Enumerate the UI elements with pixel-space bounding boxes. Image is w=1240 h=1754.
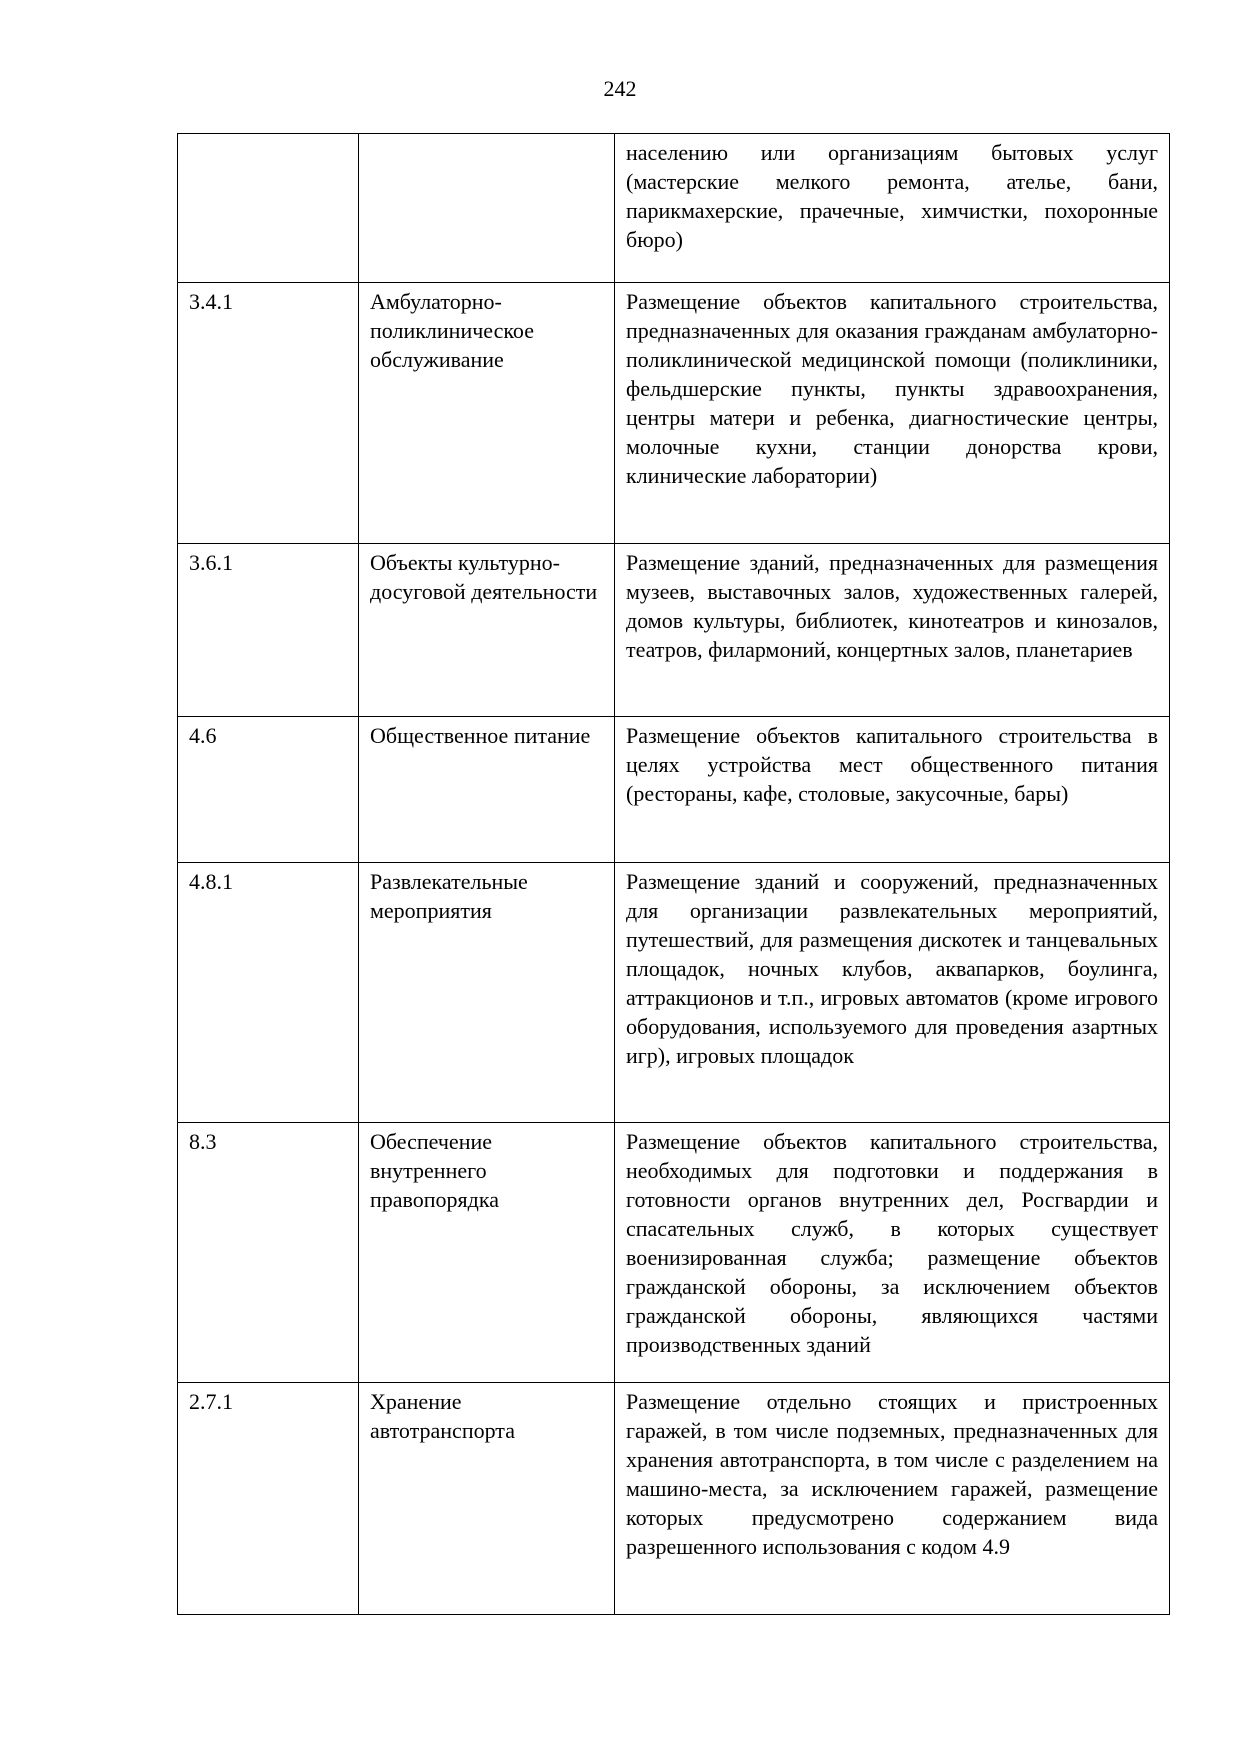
- description-cell: Размещение отдельно стоящих и пристроенных гаражей, в том числе подземных, предназначенных для хранения автотранспорта, в том числе с разделением на машино-места, за исключением гаражей, размещение которых предусмотрено содержанием вида разрешенного использования с кодом 4.9: [615, 1383, 1170, 1615]
- name-cell: Развлекательные мероприятия: [359, 863, 615, 1123]
- description-cell: Размещение объектов капитального строительства, необходимых для подготовки и поддержания в готовности органов внутренних дел, Росгвардии и спасательных служб, в которых существует военизированная служба; размещение объектов гражданской обороны, за исключением объектов гражданской обороны, являющихся частями производственных зданий: [615, 1123, 1170, 1383]
- table-row: [178, 283, 1170, 544]
- description-cell: населению или организациям бытовых услуг (мастерские мелкого ремонта, ателье, бани, парикмахерские, прачечные, химчистки, похоронные бюро): [615, 134, 1170, 283]
- table-row: [178, 1383, 1170, 1615]
- land-use-table: [177, 133, 1170, 1615]
- name-cell: [359, 134, 615, 283]
- name-cell: Объекты культурно-досуговой деятельности: [359, 544, 615, 717]
- table-row: [178, 1123, 1170, 1383]
- code-cell: 3.6.1: [178, 544, 359, 717]
- code-cell: 3.4.1: [178, 283, 359, 544]
- table-row: [178, 863, 1170, 1123]
- table-row: [178, 544, 1170, 717]
- name-cell: Амбулаторно-поликлиническое обслуживание: [359, 283, 615, 544]
- table-row: [178, 134, 1170, 283]
- description-cell: Размещение зданий и сооружений, предназначенных для организации развлекательных мероприятий, путешествий, для размещения дискотек и танцевальных площадок, ночных клубов, аквапарков, боулинга, аттракционов и т.п., игровых автоматов (кроме игрового оборудования, используемого для проведения азартных игр), игровых площадок: [615, 863, 1170, 1123]
- code-cell: 2.7.1: [178, 1383, 359, 1615]
- description-cell: Размещение объектов капитального строительства, предназначенных для оказания гражданам амбулаторно-поликлинической медицинской помощи (поликлиники, фельдшерские пункты, пункты здравоохранения, центры матери и ребенка, диагностические центры, молочные кухни, станции донорства крови, клинические лаборатории): [615, 283, 1170, 544]
- code-cell: [178, 134, 359, 283]
- name-cell: Хранение автотранспорта: [359, 1383, 615, 1615]
- name-cell: Обеспечение внутреннего правопорядка: [359, 1123, 615, 1383]
- code-cell: 4.8.1: [178, 863, 359, 1123]
- name-cell: Общественное питание: [359, 717, 615, 863]
- description-cell: Размещение объектов капитального строительства в целях устройства мест общественного питания (рестораны, кафе, столовые, закусочные, бары): [615, 717, 1170, 863]
- table-row: [178, 717, 1170, 863]
- code-cell: 4.6: [178, 717, 359, 863]
- code-cell: 8.3: [178, 1123, 359, 1383]
- description-cell: Размещение зданий, предназначенных для размещения музеев, выставочных залов, художественных галерей, домов культуры, библиотек, кинотеатров и кинозалов, театров, филармоний, концертных залов, планетариев: [615, 544, 1170, 717]
- page-number: 242: [603, 76, 637, 101]
